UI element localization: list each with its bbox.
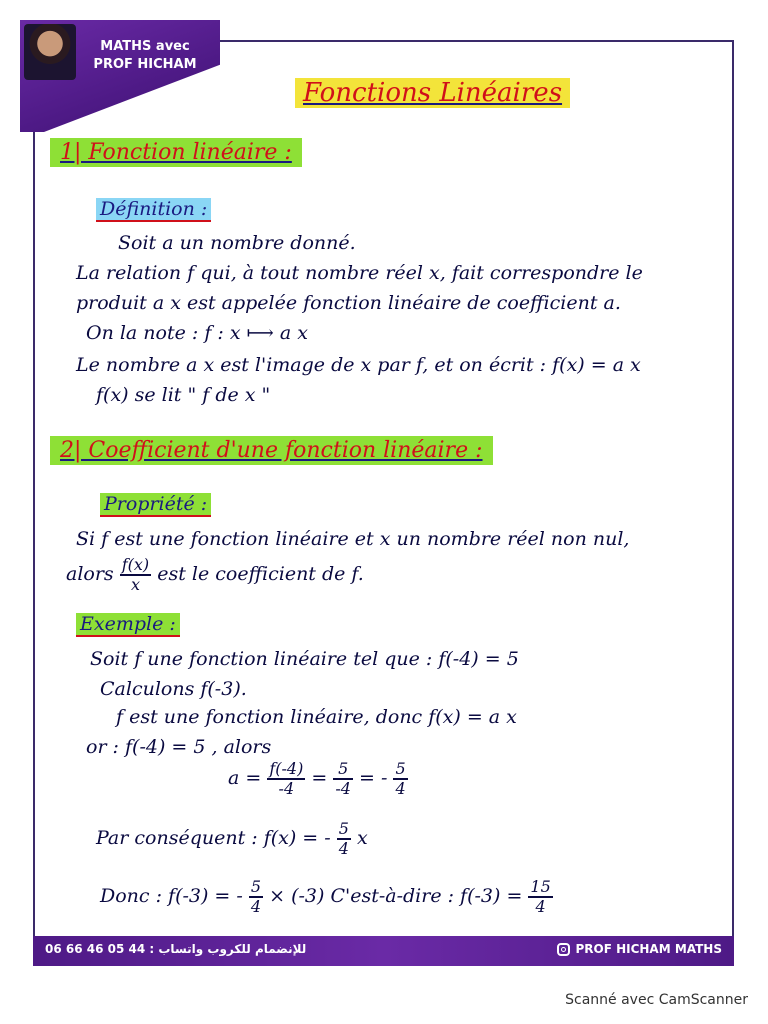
def-line-1: Soit a un nombre donné. <box>118 232 356 254</box>
ex-donc-rest: × (-3) C'est-à-dire : f(-3) = <box>269 885 523 907</box>
prop-fraction-denominator: x <box>130 575 140 594</box>
ex-result-num: 15 <box>530 877 551 896</box>
ex-fraction-3 <box>393 760 407 798</box>
teacher-avatar <box>24 24 76 80</box>
ex-fraction-3-num: 5 <box>395 759 406 778</box>
ex-cons-fraction <box>337 820 351 858</box>
ex-line-2: Calculons f(-3). <box>100 678 247 700</box>
ex-fraction-1-num: f(-4) <box>269 759 304 778</box>
prop-line-2 <box>66 556 364 594</box>
def-line-2: La relation f qui, à tout nombre réel x, fait correspondre le <box>76 262 643 284</box>
ex-fraction-2-num: 5 <box>333 760 353 780</box>
prop-line-2-end: est le coefficient de f. <box>157 563 364 585</box>
def-line-6: f(x) se lit " f de x " <box>96 384 271 406</box>
ex-a-equals: a = <box>228 767 262 789</box>
property-label: Propriété : <box>100 493 211 517</box>
frame-left-border <box>33 92 35 950</box>
ex-equals-3: = - <box>359 767 388 789</box>
scanner-watermark: Scanné avec CamScanner <box>565 992 748 1008</box>
section2-heading: 2| Coefficient d'une fonction linéaire : <box>50 436 493 465</box>
ex-donc-fraction <box>249 878 263 916</box>
def-line-4: On la note : f : x ⟼ a x <box>86 322 308 344</box>
example-label: Exemple : <box>76 613 180 637</box>
prop-line-1: Si f est une fonction linéaire et x un nombre réel non nul, <box>76 528 630 550</box>
def-line-5: Le nombre a x est l'image de x par f, et on écrit : f(x) = a x <box>76 354 641 376</box>
ex-calc-a <box>228 760 408 798</box>
ex-line-3: f est une fonction linéaire, donc f(x) = a x <box>116 706 517 728</box>
section1-heading: 1| Fonction linéaire : <box>50 138 302 167</box>
ex-cons-text: Par conséquent : f(x) = - <box>96 827 331 849</box>
ex-cons-num: 5 <box>338 819 349 838</box>
ex-equals-2: = <box>311 767 328 789</box>
page-title: Fonctions Linéaires <box>295 78 570 108</box>
ex-fraction-1-den: -4 <box>278 779 295 798</box>
ex-fraction-1 <box>267 760 305 798</box>
footer-instagram-handle: PROF HICHAM MATHS <box>575 942 722 956</box>
ex-fraction-2 <box>333 760 353 798</box>
frame-right-border <box>732 40 734 950</box>
ex-line-1: Soit f une fonction linéaire tel que : f(-4) = 5 <box>90 648 519 670</box>
ex-cons-x: x <box>356 827 368 849</box>
ex-consequence <box>96 820 368 858</box>
ex-donc-den: 4 <box>250 897 262 916</box>
banner-text <box>80 38 210 74</box>
banner-line-1: MATHS avec <box>100 39 190 54</box>
def-line-3: produit a x est appelée fonction linéaire de coefficient a. <box>76 292 621 314</box>
frame-top-border <box>210 40 734 42</box>
prop-fraction-numerator: f(x) <box>121 555 150 574</box>
ex-donc <box>100 878 553 916</box>
ex-donc-num: 5 <box>250 877 262 896</box>
ex-result-fraction <box>528 878 552 916</box>
footer-whatsapp-text: 06 66 46 05 44 : للإنضمام للكروب واتساب <box>45 942 307 956</box>
ex-fraction-2-den: -4 <box>335 779 351 798</box>
ex-fraction-3-den: 4 <box>395 779 406 798</box>
footer-instagram <box>557 942 722 956</box>
definition-label: Définition : <box>96 198 211 222</box>
ex-cons-den: 4 <box>338 839 349 858</box>
ex-result-den: 4 <box>535 897 546 916</box>
instagram-icon <box>557 943 570 956</box>
prop-line-2-start: alors <box>66 563 114 585</box>
footer-bar <box>33 936 734 966</box>
banner-line-2: PROF HICHAM <box>93 57 197 72</box>
prop-fraction <box>120 556 151 594</box>
ex-line-4: or : f(-4) = 5 , alors <box>86 736 272 758</box>
ex-donc-text: Donc : f(-3) = - <box>100 885 243 907</box>
